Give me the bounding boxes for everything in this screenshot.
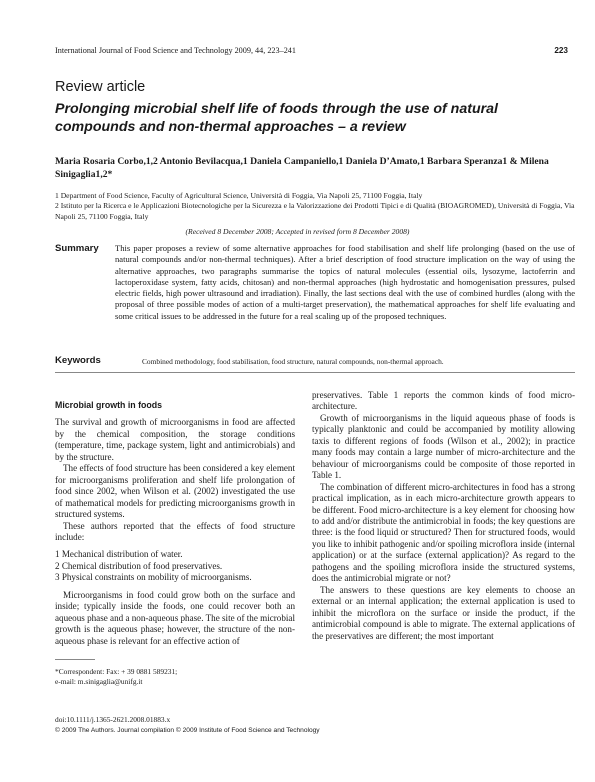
affiliation-1: 1 Department of Food Science, Faculty of Agricultural Science, Università di Foggia, Via Napoli 25, 71100 Foggia, Italy [55, 191, 423, 200]
affiliation-2: 2 Istituto per la Ricerca e le Applicazioni Biotecnologiche per la Sicurezza e la Valorizzazione dei Prodotti Tipici e di Qualità (BIOAGROMED), Università di Foggia, Via Napoli 25, 71100 Foggia, Italy [55, 201, 575, 221]
list-item: 1 Mechanical distribution of water. [55, 549, 183, 560]
paragraph: The effects of food structure has been considered a key element for microorganisms proliferation and shelf life prolongation of food since 2002, when Wilson et al. (2002) investigated the use of mathematical models for predicting microorganisms growth in structured systems. [55, 463, 295, 520]
journal-citation: International Journal of Food Science and Technology 2009, 44, 223–241 [55, 46, 296, 55]
paragraph: Growth of microorganisms in the liquid aqueous phase of foods is typically planktonic and could be accompanied by motility allowing taxis to different regions of foods (Wilson et al., 2002); in practice many foods may contain a large number of micro-architecture and the behaviour of microorganisms could be composite of those reported in Table 1. [312, 412, 575, 481]
footnote [55, 667, 295, 687]
author-list: Maria Rosaria Corbo,1,2 Antonio Bevilacqua,1 Daniela Campaniello,1 Daniela D’Amato,1 Barbara Speranza1 & Milena Sinigaglia1,2* [55, 156, 549, 180]
keywords-text: Combined methodology, food stabilisation, food structure, natural compounds, non-thermal approach. [142, 357, 444, 366]
column-left [55, 400, 295, 647]
page-number: 223 [554, 46, 568, 55]
article-title: Prolonging microbial shelf life of foods through the use of natural compounds and non-thermal approaches – a review [55, 101, 498, 135]
footnote-rule [55, 659, 95, 660]
copyright: © 2009 The Authors. Journal compilation © 2009 Institute of Food Science and Technology [55, 727, 320, 734]
paragraph: The combination of different micro-architectures in food has a strong practical implication, as in each micro-architecture growth appears to be different. Food micro-architecture is a key element for choosing how to add and/or distribute the antimicrobial in foods; the key questions are three: is the food liquid or structured? Then for structured foods, would you like to inhibit pathogenic and/or spoiling microflora inside (internal application) or at the surface (external application)? As regard to the pathogens and the spoiling microflora inside the structured systems, does the antimicrobial migrate or not? [312, 481, 575, 584]
received-dates: (Received 8 December 2008; Accepted in revised form 8 December 2008) [185, 227, 410, 236]
summary-text: This paper proposes a review of some alternative approaches for food stabilisation and shelf life prolonging (based on the use of natural compounds and/or non-thermal techniques). After a brief description of food structure implication on the way of using the alternative approaches, two paragraphs summarise the topics of natural molecules (essential oils, lysozyme, lactoferrin and lactoperoxidase system, fatty acids, chitosan) and non-thermal approaches (high hydrostatic and homogenisation pressures, pulsed electric fields, high power ultrasound and irradiation). Finally, the last sections deal with the use of combined hurdles (along with the proposal of three possible modes of action of a multi-target preservation), the mathematical approaches for shelf life evaluating and some critical issues to be addressed in the future for a real scaling up of the proposed techniques. [115, 243, 575, 321]
summary-label: Summary [55, 243, 99, 254]
correspondent-fax: *Correspondent: Fax: + 39 0881 589231; [55, 667, 178, 676]
column-right [312, 390, 575, 642]
correspondent-email: e-mail: m.sinigaglia@unifg.it [55, 677, 143, 686]
list-item: 3 Physical constraints on mobility of microorganisms. [55, 572, 252, 583]
paragraph: The survival and growth of microorganisms in food are affected by the chemical composition, the storage conditions (temperature, time, package system, light and antimicrobials) and by the structure. [55, 417, 295, 462]
keywords-label: Keywords [55, 355, 101, 366]
paragraph: preservatives. Table 1 reports the common kinds of food micro-architecture. [312, 390, 575, 412]
list-item: 2 Chemical distribution of food preservatives. [55, 560, 223, 571]
section-divider [55, 372, 575, 373]
section-heading: Microbial growth in foods [55, 400, 163, 410]
paragraph: The answers to these questions are key elements to choose an external or an internal application; the external application is used to inhibit the microflora on the surface or inside the product, if the antimicrobial compound is able to migrate. The external applications of the preservatives are different; the most important [312, 584, 575, 641]
doi: doi:10.1111/j.1365-2621.2008.01883.x [55, 715, 171, 724]
affiliations [55, 191, 575, 222]
paragraph: Microorganisms in food could grow both on the surface and inside; typically inside the foods, one could recover both an aqueous phase and a non-aqueous phase. The site of the microbial growth is the aqueous phase; however, the structure of the non-aqueous phase is relevant for an effective action of [55, 589, 295, 646]
paragraph: These authors reported that the effects of food structure include: [55, 520, 295, 542]
numbered-list [55, 549, 295, 583]
article-type: Review article [55, 79, 146, 95]
